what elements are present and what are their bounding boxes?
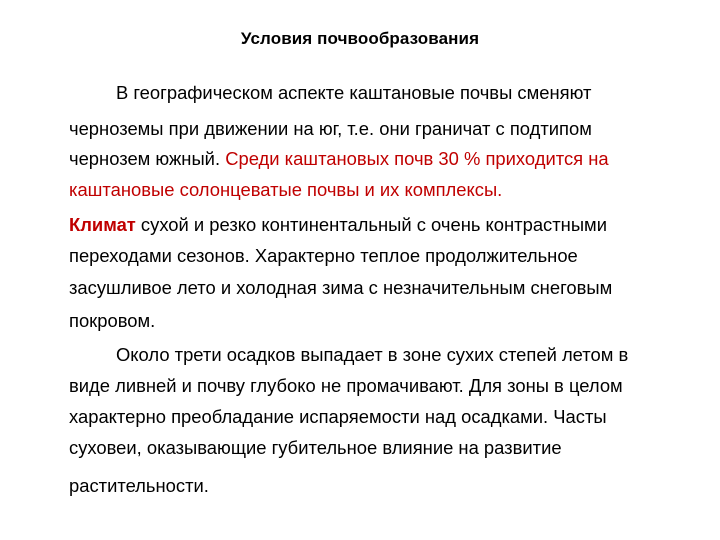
paragraph-1-line-1: В географическом аспекте каштановые почвы сменяют xyxy=(116,82,592,103)
paragraph-3-line-1: Около трети осадков выпадает в зоне сухих степей летом в xyxy=(116,344,629,365)
paragraph-3-line-2: виде ливней и почву глубоко не промачивают. Для зоны в целом xyxy=(69,375,623,396)
climate-keyword: Климат xyxy=(69,214,136,235)
paragraph-3-line-3: характерно преобладание испаряемости над осадками. Часты xyxy=(69,406,607,427)
paragraph-1-line-2: черноземы при движении на юг, т.е. они граничат с подтипом xyxy=(69,118,592,139)
paragraph-2-line-1-text: сухой и резко континентальный с очень контрастными xyxy=(135,214,607,235)
paragraph-1-line-3 xyxy=(69,147,609,171)
paragraph-2-line-3: засушливое лето и холодная зима с незначительным снеговым xyxy=(69,277,613,298)
paragraph-2-line-4: покровом. xyxy=(69,310,156,331)
paragraph-1-highlight-line: каштановые солонцеватые почвы и их комплексы. xyxy=(69,179,503,200)
paragraph-2-line-2: переходами сезонов. Характерно теплое продолжительное xyxy=(69,245,578,266)
paragraph-1-line-3-text: чернозем южный. xyxy=(69,148,226,169)
paragraph-3-line-5: растительности. xyxy=(69,475,209,496)
paragraph-1-highlight-text: Среди каштановых почв 30 % приходится на xyxy=(225,148,609,169)
slide-title: Условия почвообразования xyxy=(240,29,480,48)
paragraph-3-line-4: суховеи, оказывающие губительное влияние на развитие xyxy=(69,437,562,458)
paragraph-2-line-1 xyxy=(69,213,607,237)
